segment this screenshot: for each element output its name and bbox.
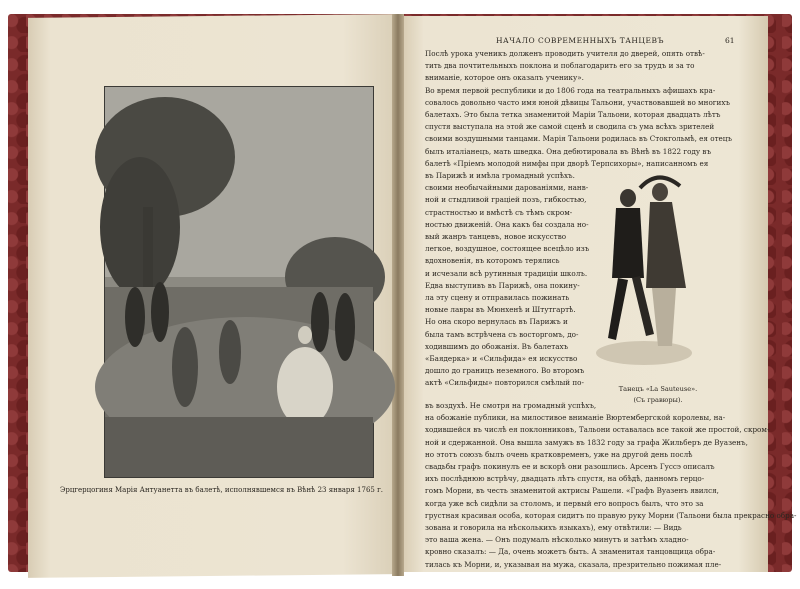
text-line: легкое, воздушное, состоящее всецѣло изъ xyxy=(425,244,590,254)
text-top xyxy=(425,48,745,170)
text-line: свадьбы графъ покинулъ ее и вскорѣ они разошлись. Арсенъ Гуссэ описалъ xyxy=(425,462,715,472)
text-line: когда уже всѣ сидѣли за столомъ, и первый его вопросъ былъ, что это за xyxy=(425,498,704,508)
text-line: своими необычайными дарованіями, нанв- xyxy=(425,183,589,193)
text-line: спустя выступала на этой же самой сценѣ и сводила съ ума всѣхъ зрителей xyxy=(425,122,715,132)
text-line: и исчезали всѣ рутинныя традиціи школъ. xyxy=(425,268,588,278)
text-line: кровно сказалъ: — Да, очень можетъ быть. А знаменитая танцовщица обра- xyxy=(425,547,716,557)
text-line: балетахъ. Это была тетка знаменитой Маріи Тальони, которая двадцать лѣтъ xyxy=(425,110,721,120)
text-line: Едва выступивъ въ Парижѣ, она покину- xyxy=(425,280,580,290)
caption-source: (Съ гравюры). xyxy=(633,396,683,404)
text-line: ной и стыдливой граціей позъ, гибкостью, xyxy=(425,195,587,205)
text-line: на обожаніе публики, на милостивое вниманіе Вюртембергской королевы, на- xyxy=(425,413,726,423)
text-line: ностью движеній. Она какъ бы создала но- xyxy=(425,219,589,229)
text-line: но этотъ союзъ былъ очень кратковременъ, уже на другой день послѣ xyxy=(425,449,693,459)
text-line: «Баядерка» и «Сильфида» ея искусство xyxy=(425,354,578,364)
text-line: балетѣ «Пріемъ молодой нимфы при дворѣ Терпсихоры», написанномъ ея xyxy=(425,158,709,168)
text-line: въ Парижѣ и имѣла громадный успѣхъ. xyxy=(425,171,575,180)
book-gutter xyxy=(392,14,404,576)
text-line: гомъ Морни, въ честь знаменитой актрисы Рашели. «Графъ Вуазенъ явился, xyxy=(425,486,719,496)
text-line: тилась къ Морни, и, указывая на мужа, сказала, презрительно пожимая пле- xyxy=(425,559,722,569)
text-line: тить два почтительныхъ поклона и поблагодарить его за трудъ и за то xyxy=(425,61,695,71)
text-line: зована и говорила на нѣсколькихъ языкахъ), ему отвѣтили: — Видь xyxy=(425,523,682,533)
page-number: 61 xyxy=(725,36,735,45)
text-bottom xyxy=(425,400,797,571)
text-line: въ воздухѣ. Не смотря на громадный успѣхъ, xyxy=(425,401,597,410)
dancing-couple-illustration xyxy=(588,168,700,378)
text-line: ихъ послѣднюю встрѣчу, двадцать лѣтъ спустя, на обѣдѣ, данномъ герцо- xyxy=(425,474,705,484)
text-line: Во время первой республики и до 1806 года на театральныхъ афишахъ кра- xyxy=(425,85,716,95)
text-line: былъ италіанецъ, мать шведка. Она дебютировала въ Вѣнѣ въ 1822 году въ xyxy=(425,146,712,156)
text-line: новые лавры въ Мюнхенѣ и Штутгартѣ. xyxy=(425,305,576,315)
text-line: вниманіе, которое онъ оказалъ ученику». xyxy=(425,73,584,83)
left-illustration-caption: Эрцгерцогиня Марія Антуанетта въ балетѣ, исполнявшемся въ Вѣнѣ 23 января 1765 г. xyxy=(60,486,383,494)
text-line: ходившейся въ числѣ ея поклонниковъ, Тальони оставалась все такой же простой, скром- xyxy=(425,425,770,435)
text-line: вдохновенія, въ которомъ терялись xyxy=(425,256,560,266)
text-line: вый жанръ танцевъ, новое искусство xyxy=(425,232,567,242)
text-line: это ваша жена. — Онъ подумалъ нѣсколько минутъ и затѣмъ хладно- xyxy=(425,535,689,545)
text-line: страстностью и вмѣстѣ съ тѣмъ скром- xyxy=(425,207,573,217)
running-header: НАЧАЛО СОВРЕМЕННЫХЪ ТАНЦЕВЪ xyxy=(496,36,664,45)
text-line: ла эту сцену и отправилась пожинать xyxy=(425,293,570,303)
text-line: Но она скоро вернулась въ Парижъ и xyxy=(425,317,568,327)
text-line: Послѣ урока ученикъ долженъ проводить учителя до дверей, опять отвѣ- xyxy=(425,49,705,58)
text-line: ходившимъ до обожанія. Въ балетахъ xyxy=(425,341,569,351)
text-line: своими воздушными танцами. Марія Тальони родилась въ Стокгольмѣ, ея отецъ xyxy=(425,134,732,144)
text-line: ной и сдержанной. Она вышла замужъ въ 1832 году за графа Жильберъ де Вуазенъ, xyxy=(425,437,748,447)
text-side xyxy=(425,170,590,390)
text-line: была тамъ встрѣчена съ восторгомъ, до- xyxy=(425,329,579,339)
ballet-engraving-illustration xyxy=(104,86,374,478)
text-line: дошло до границъ неземного. Во второмъ xyxy=(425,366,585,376)
caption-title: Танецъ «La Sauteuse». xyxy=(618,385,698,393)
text-line: грустная красивая особа, которая сидитъ по правую руку Морни (Тальони была прекрасно обра- xyxy=(425,510,797,520)
text-line: совалось довольно часто имя юной дѣвицы Тальони, участвовавшей во многихъ xyxy=(425,97,730,107)
text-line: актѣ «Сильфиды» повторился смѣлый по- xyxy=(425,378,584,388)
